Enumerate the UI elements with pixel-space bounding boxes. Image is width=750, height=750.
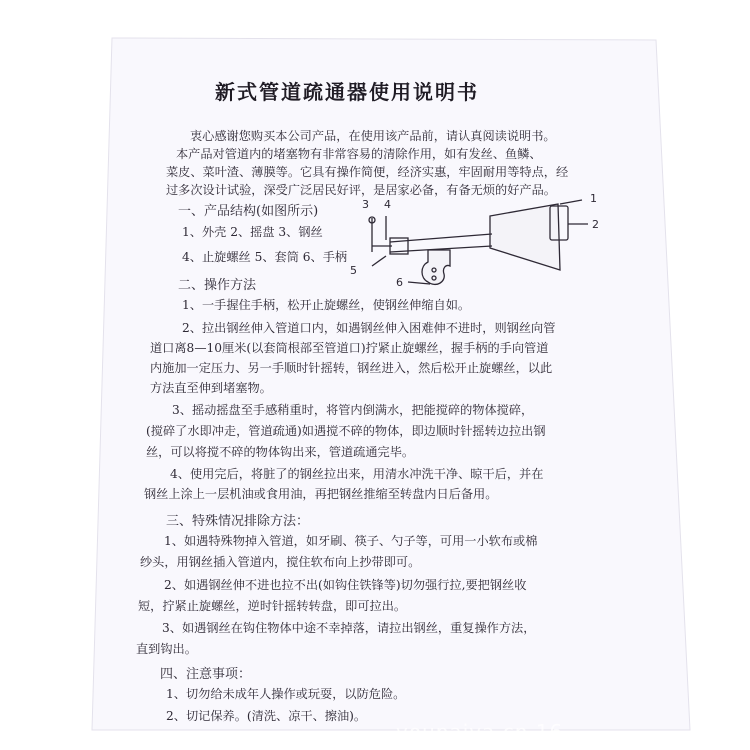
operation-line: 道口离8—10厘米(以套筒根部至管道口)拧紧止旋螺丝，握手柄的手向管道: [150, 341, 549, 355]
troubleshooting-line: 3、如遇钢丝在钩住物体中途不幸掉落，请拉出钢丝，重复操作方法，: [162, 621, 536, 635]
operation-line: 钢丝上涂上一层机油或食用油，再把钢丝推缩至转盘内日后备用。: [144, 487, 498, 501]
section-heading-operation: 二、操作方法: [178, 278, 257, 293]
operation-line: 3、摇动摇盘至手感稍重时，将管内倒满水，把能搅碎的物体搅碎，: [172, 403, 534, 417]
troubleshooting-line: 1、如遇特殊物掉入管道，如牙刷、筷子、勺子等，可用一小软布或棉: [164, 534, 538, 548]
notes-line: 1、切勿给未成年人操作或玩耍，以防危险。: [166, 687, 406, 701]
intro-line: 过多次设计试验，深受广泛居民好评，是居家必备，有备无烦的好产品。: [166, 183, 556, 197]
operation-line: 丝，可以将搅不碎的物体钩出来，管道疏通完毕。: [146, 445, 415, 459]
watermark: youpaiya.cn 16: [396, 720, 564, 744]
troubleshooting-line: 短，拧紧止旋螺丝，逆时针摇转转盘，即可拉出。: [138, 599, 407, 613]
diagram-label-5: 5: [350, 264, 357, 277]
troubleshooting-line: 2、如遇钢丝伸不进也拉不出(如钩住铁锋等)切勿强行拉,要把钢丝收: [164, 578, 527, 592]
structure-line: 4、止旋螺丝 5、套筒 6、手柄: [182, 250, 348, 264]
product-diagram: [350, 190, 610, 300]
troubleshooting-line: 纱头，用钢丝插入管道内，搅住软布向上抄带即可。: [140, 555, 421, 569]
operation-line: 1、一手握住手柄，松开止旋螺丝，使钢丝伸缩自如。: [182, 298, 471, 312]
section-heading-structure: 一、产品结构(如图所示): [178, 204, 319, 219]
diagram-label-4: 4: [384, 198, 391, 211]
diagram-label-1: 1: [590, 192, 597, 205]
diagram-label-2: 2: [592, 218, 599, 231]
operation-line: 内施加一定压力、另一手顺时针摇转，钢丝进入，然后松开止旋螺丝，以此: [150, 361, 553, 375]
intro-line: 衷心感谢您购买本公司产品，在使用该产品前，请认真阅读说明书。: [190, 129, 556, 143]
notes-line: 2、切记保养。(清洗、凉干、擦油)。: [166, 709, 367, 723]
operation-line: (搅碎了水即冲走，管道疏通)如遇搅不碎的物体，即边顺时针摇转边拉出钢: [146, 424, 546, 438]
intro-line: 本产品对管道内的堵塞物有非常容易的清除作用，如有发丝、鱼鳞、: [176, 147, 542, 161]
operation-line: 方法直至伸到堵塞物。: [150, 381, 272, 395]
section-heading-notes: 四、注意事项：: [160, 667, 252, 682]
section-heading-troubleshooting: 三、特殊情况排除方法：: [166, 514, 310, 529]
operation-line: 4、使用完后，将脏了的钢丝拉出来，用清水冲洗干净、晾干后，并在: [170, 467, 544, 481]
diagram-label-3: 3: [362, 198, 369, 211]
structure-line: 1、外壳 2、摇盘 3、钢丝: [182, 225, 323, 239]
diagram-label-6: 6: [396, 276, 403, 289]
operation-line: 2、拉出钢丝伸入管道口内，如遇钢丝伸入困难伸不进时，则钢丝向管: [182, 321, 556, 335]
troubleshooting-line: 直到钩出。: [136, 642, 197, 656]
document-title: 新式管道疏通器使用说明书: [215, 80, 479, 104]
intro-line: 菜皮、菜叶渣、薄膜等。它具有操作简便，经济实惠，牢固耐用等特点，经: [166, 165, 569, 179]
